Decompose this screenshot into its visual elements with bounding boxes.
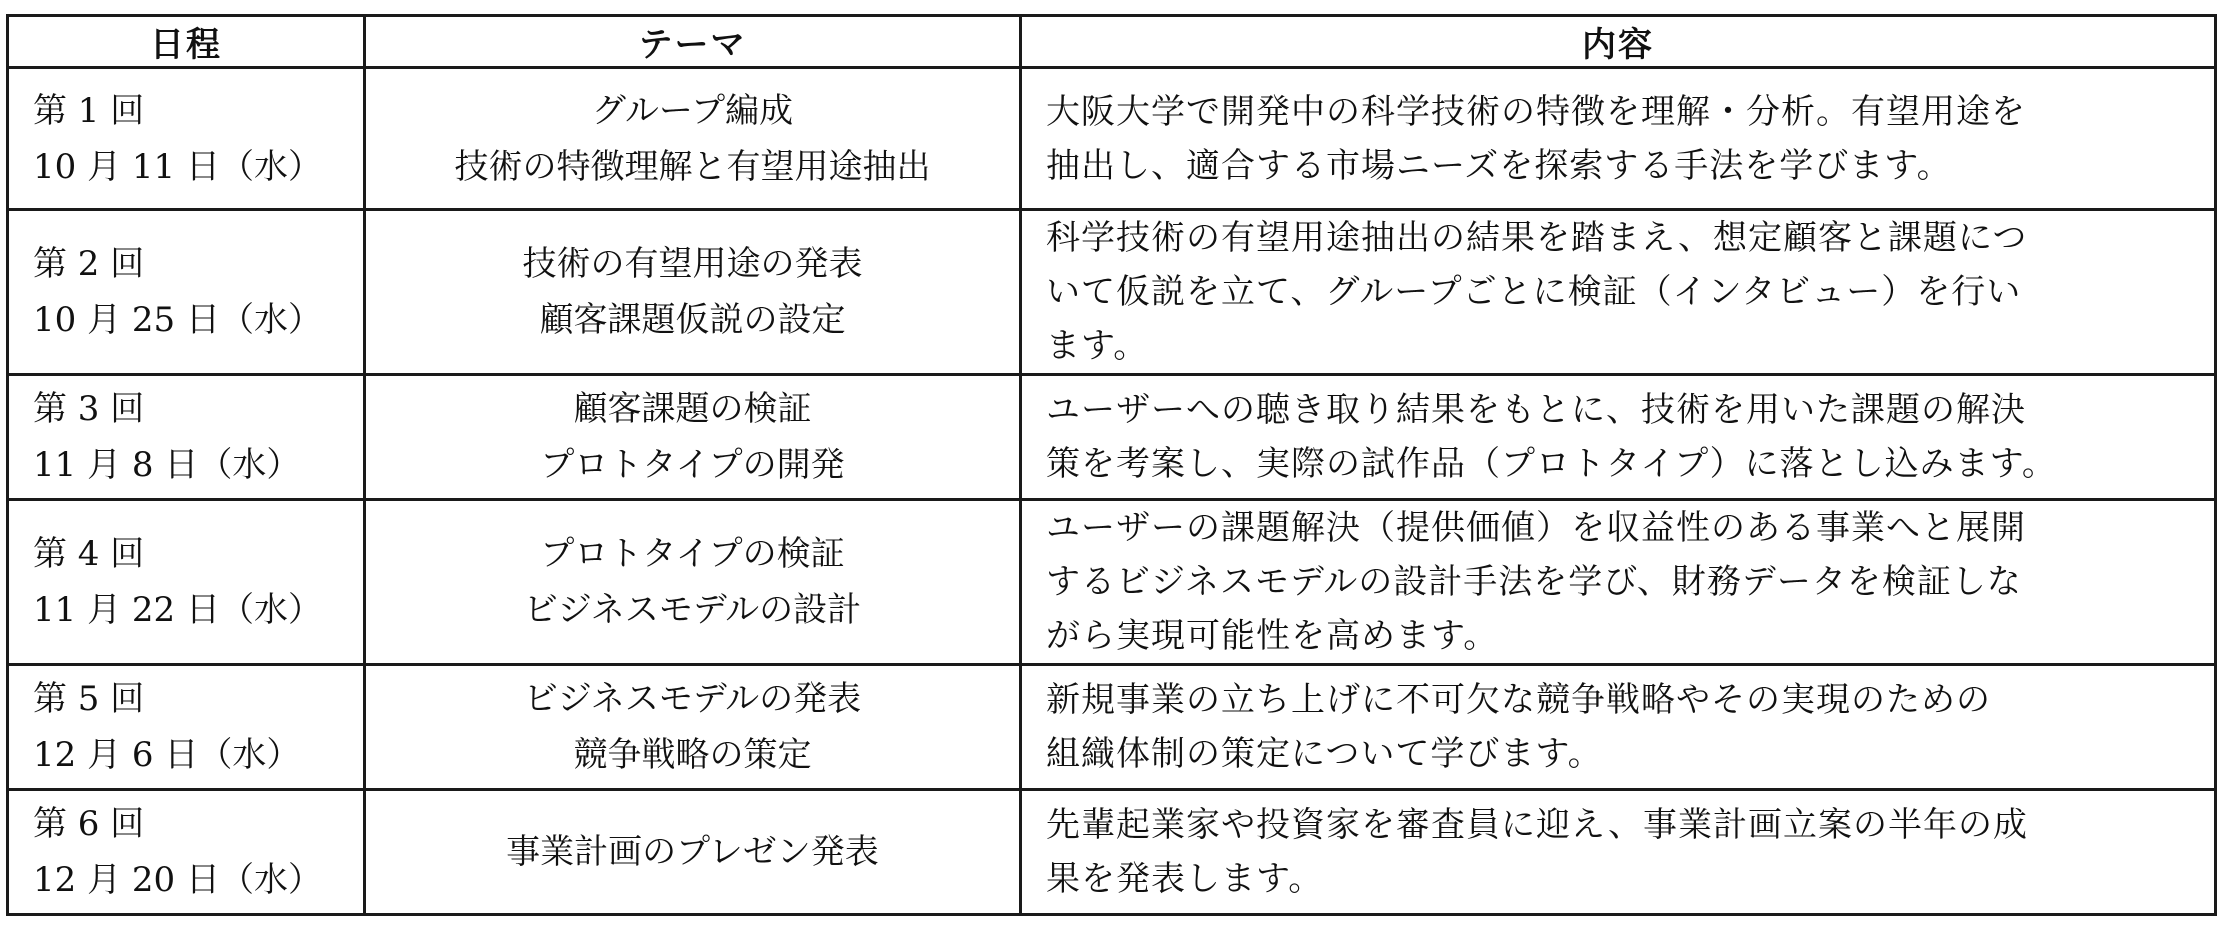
- session-date: 12 月 20 日（水）: [33, 860, 322, 900]
- content-line: ます。: [1046, 326, 1149, 366]
- table-row: [8, 665, 2216, 790]
- theme-line: 技術の有望用途の発表: [522, 244, 863, 284]
- header-theme: テーマ: [365, 16, 1021, 68]
- content-cell: [1021, 790, 2216, 915]
- session-date: 10 月 11 日（水）: [33, 146, 322, 187]
- theme-line: 競争戦略の策定: [573, 735, 812, 775]
- content-cell: [1021, 375, 2216, 500]
- theme-line: ビジネスモデルの発表: [523, 679, 862, 719]
- session-number: 第 1 回: [33, 90, 145, 131]
- theme-line: プロトタイプの開発: [540, 445, 845, 485]
- content-line: 果を発表します。: [1046, 859, 1324, 899]
- session-number: 第 5 回: [33, 679, 145, 719]
- table-row: [8, 210, 2216, 375]
- theme-line: 顧客課題仮説の設定: [539, 300, 846, 340]
- table-header-row: [8, 16, 2216, 68]
- content-line: 大阪大学で開発中の科学技術の特徴を理解・分析。有望用途を: [1046, 91, 2026, 132]
- theme-cell: [365, 210, 1021, 375]
- content-line: ユーザーへの聴き取り結果をもとに、技術を用いた課題の解決: [1046, 390, 2026, 430]
- theme-line: 技術の特徴理解と有望用途抽出: [454, 146, 931, 187]
- session-date: 10 月 25 日（水）: [33, 300, 322, 340]
- table-row: [8, 500, 2216, 665]
- content-line: 先輩起業家や投資家を審査員に迎え、事業計画立案の半年の成: [1046, 805, 2029, 845]
- content-line: するビジネスモデルの設計手法を学び、財務データを検証しな: [1046, 562, 2022, 602]
- content-line: いて仮説を立て、グループごとに検証（インタビュー）を行い: [1046, 272, 2022, 312]
- session-number: 第 3 回: [33, 389, 145, 429]
- content-cell: [1021, 68, 2216, 210]
- table-row: [8, 375, 2216, 500]
- theme-line: 顧客課題の検証: [573, 389, 812, 429]
- content-cell: [1021, 500, 2216, 665]
- content-line: 抽出し、適合する市場ニーズを探索する手法を学びます。: [1046, 145, 1952, 186]
- theme-line: グループ編成: [591, 90, 794, 131]
- content-line: 策を考案し、実際の試作品（プロトタイプ）に落とし込みます。: [1046, 444, 2057, 484]
- date-cell: [8, 790, 365, 915]
- theme-line: プロトタイプの検証: [540, 534, 845, 574]
- date-cell: [8, 375, 365, 500]
- session-number: 第 2 回: [33, 244, 145, 284]
- session-number: 第 6 回: [33, 804, 145, 844]
- theme-cell: [365, 665, 1021, 790]
- session-date: 11 月 22 日（水）: [33, 590, 322, 630]
- theme-cell: [365, 790, 1021, 915]
- content-cell: [1021, 210, 2216, 375]
- schedule-table: [6, 14, 2217, 916]
- theme-cell: [365, 375, 1021, 500]
- session-number: 第 4 回: [33, 534, 145, 574]
- content-cell: [1021, 665, 2216, 790]
- theme-line: 事業計画のプレゼン発表: [506, 832, 879, 872]
- date-cell: [8, 210, 365, 375]
- content-line: 科学技術の有望用途抽出の結果を踏まえ、想定顧客と課題につ: [1046, 218, 2028, 258]
- session-date: 11 月 8 日（水）: [33, 445, 301, 485]
- theme-cell: [365, 68, 1021, 210]
- content-line: 新規事業の立ち上げに不可欠な競争戦略やその実現のための: [1046, 680, 1991, 720]
- header-content: 内容: [1021, 16, 2216, 68]
- content-line: ユーザーの課題解決（提供価値）を収益性のある事業へと展開: [1046, 508, 2026, 548]
- theme-line: ビジネスモデルの設計: [523, 590, 862, 630]
- theme-cell: [365, 500, 1021, 665]
- table-row: [8, 790, 2216, 915]
- table-row: [8, 68, 2216, 210]
- date-cell: [8, 665, 365, 790]
- date-cell: [8, 68, 365, 210]
- content-line: がら実現可能性を高めます。: [1046, 616, 1499, 656]
- session-date: 12 月 6 日（水）: [33, 735, 301, 775]
- date-cell: [8, 500, 365, 665]
- header-date: 日程: [8, 16, 365, 68]
- content-line: 組織体制の策定について学びます。: [1046, 734, 1603, 774]
